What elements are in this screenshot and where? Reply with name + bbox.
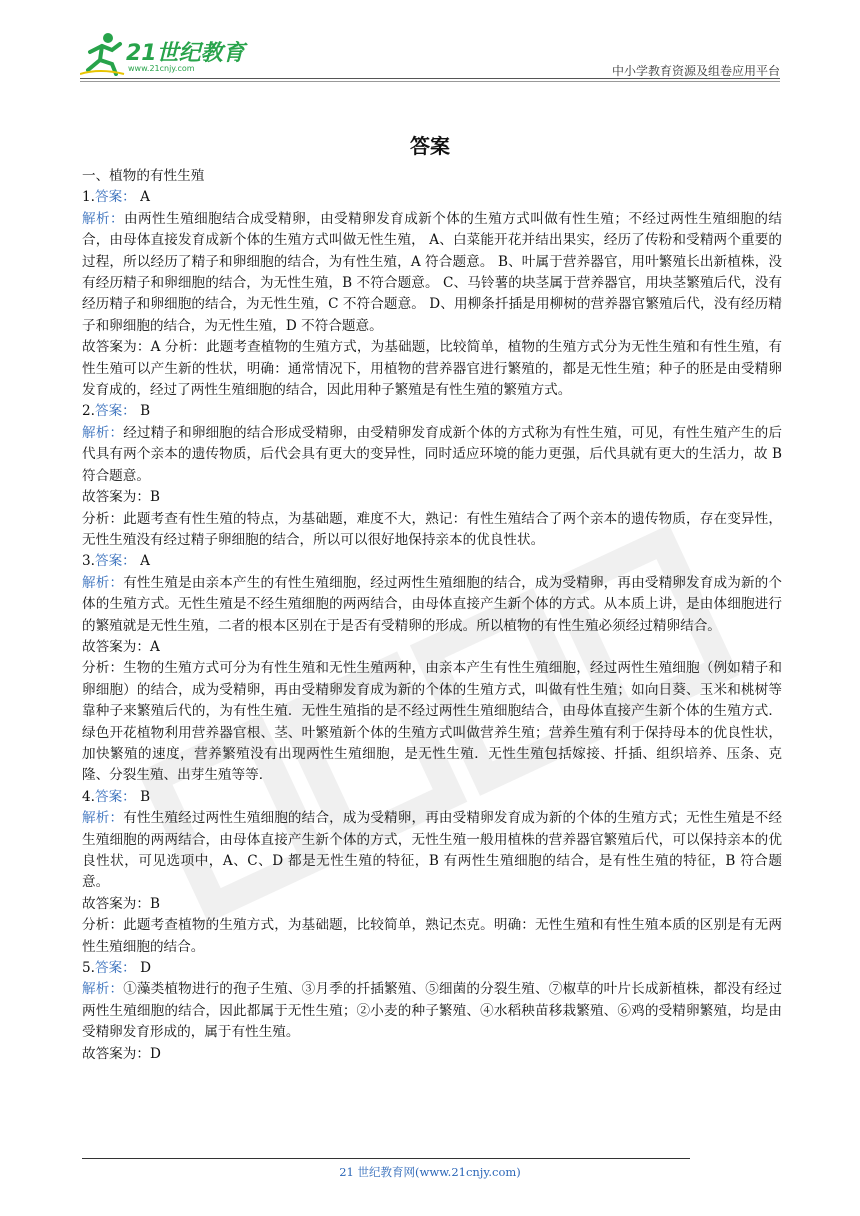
answer-value: D — [135, 960, 151, 977]
header-divider — [80, 78, 780, 79]
analysis-text: 经过精子和卵细胞的结合形成受精卵，由受精卵发育成新个体的方式称为有性生殖，可见，有性生殖产生的后代具有两个亲本的遗传物质，后代会具有更大的变异性，同时适应环境的能力更强，后代具就有更大的生活力，故 B 符合题意。 — [82, 424, 782, 484]
answer-value: B — [135, 403, 151, 420]
answer-value: A — [135, 189, 150, 206]
answer-label: 答案： — [94, 788, 136, 805]
answer-content — [82, 166, 782, 1065]
answer-item — [82, 958, 782, 1065]
logo-url: www.21cnjy.com — [128, 64, 195, 73]
answer-label: 答案： — [94, 189, 136, 206]
answer-item — [82, 551, 782, 786]
final-answer-text: 故答案为：A — [82, 638, 160, 655]
footer-source[interactable]: 21 世纪教育网(www.21cnjy.com) — [339, 1165, 521, 1179]
final-answer-text: 故答案为：B — [82, 489, 160, 506]
analysis-label: 解析： — [82, 981, 124, 998]
item-number: 3. — [82, 553, 95, 570]
answer-item — [82, 787, 782, 958]
item-number: 5. — [82, 960, 95, 977]
explanation-text: 故答案为：A 分析：此题考查植物的生殖方式，为基础题，比较简单，植物的生殖方式分为无性生殖和有性生殖，有性生殖可以产生新的性状，明确：通常情况下，用植物的营养器官进行繁殖的，都是无性生殖；种子的胚是由受精卵发育成的，经过了两性生殖细胞的结合，因此用种子繁殖是有性生殖的繁殖方式。 — [82, 339, 782, 399]
final-answer-text: 故答案为：B — [82, 895, 160, 912]
answer-item — [82, 401, 782, 551]
analysis-text: 有性生殖是由亲本产生的有性生殖细胞，经过两性生殖细胞的结合，成为受精卵，再由受精卵发育成为新的个体的生殖方式。无性生殖是不经生殖细胞的两两结合，由母体直接产生新个体的方式。从本质上讲，是由体细胞进行的繁殖就是无性生殖，二者的根本区别在于是否有受精卵的形成。所以植物的有性生殖必须经过精卵结合。 — [82, 574, 782, 634]
analysis-label: 解析： — [82, 424, 124, 441]
analysis-text: 由两性生殖细胞结合成受精卵，由受精卵发育成新个体的生殖方式叫做有性生殖；不经过两性生殖细胞的结合，由母体直接发育成新个体的生殖方式叫做无性生殖， A、白菜能开花并结出果实，经历了传粉和受精两个重要的过程，所以经历了精子和卵细胞的结合，为有性生殖，A 符合题意。 B、叶属于营养器官，用叶繁殖长出新植株，没有经历精子和卵细胞的结合，为无性生殖，B 不符合题意。 C、马铃薯的块茎属于营养器官，用块茎繁殖后代，没有经历精子和卵细胞的结合，为无性生殖，C 不符合题意。 D、用柳条扦插是用柳树的营养器官繁殖后代，没有经历精子和卵细胞的结合，为无性生殖，D 不符合题意。 — [82, 210, 783, 334]
answer-label: 答案： — [94, 403, 136, 420]
header-divider-secondary — [80, 81, 780, 82]
explanation-text: 分析：生物的生殖方式可分为有性生殖和无性生殖两种，由亲本产生有性生殖细胞，经过两性生殖细胞（例如精子和卵细胞）的结合，成为受精卵，再由受精卵发育成为新的个体的生殖方式，叫做有性生殖；如向日葵、玉米和桃树等靠种子来繁殖后代的，为有性生殖．无性生殖指的是不经过两性生殖细胞结合，由母体直接产生新个体的生殖方式．绿色开花植物利用营养器官根、茎、叶繁殖新个体的生殖方式叫做营养生殖；营养生殖有利于保持母本的优良性状，加快繁殖的速度，营养繁殖没有出现两性生殖细胞，是无性生殖．无性生殖包括嫁接、扦插、组织培养、压条、克隆、分裂生殖、出芽生殖等等． — [82, 660, 782, 784]
analysis-label: 解析： — [82, 210, 125, 227]
explanation-text: 分析：此题考查有性生殖的特点，为基础题，难度不大，熟记：有性生殖结合了两个亲本的遗传物质，存在变异性，无性生殖没有经过精子卵细胞的结合，所以可以很好地保持亲本的优良性状。 — [82, 510, 782, 548]
page-header — [80, 28, 780, 80]
answer-label: 答案： — [94, 960, 136, 977]
answer-value: B — [135, 788, 151, 805]
runner-icon — [80, 30, 126, 76]
explanation-text: 分析：此题考查植物的生殖方式，为基础题，比较简单，熟记杰克。明确：无性生殖和有性生殖本质的区别是有无两性生殖细胞的结合。 — [82, 917, 782, 955]
page-title: 答案 — [410, 134, 450, 158]
analysis-text: ①藻类植物进行的孢子生殖、③月季的扦插繁殖、⑤细菌的分裂生殖、⑦椒草的叶片长成新植株，都没有经过两性生殖细胞的结合，因此都属于无性生殖；②小麦的种子繁殖、④水稻秧苗移栽繁殖、⑥鸡的受精卵繁殖，均是由受精卵发育形成的，属于有性生殖。 — [82, 981, 782, 1041]
item-number: 4. — [82, 788, 95, 805]
logo-text: 21世纪教育 — [126, 41, 245, 66]
item-number: 1. — [82, 189, 95, 206]
footer-divider — [82, 1158, 690, 1159]
answer-value: A — [135, 553, 150, 570]
site-logo — [80, 28, 250, 76]
answer-label: 答案： — [94, 553, 136, 570]
analysis-text: 有性生殖经过两性生殖细胞的结合，成为受精卵，再由受精卵发育成为新的个体的生殖方式；无性生殖是不经生殖细胞的两两结合，由母体直接产生新个体的方式，无性生殖一般用植株的营养器官繁殖后代，可以保持亲本的优良性状，可见选项中，A、C、D 都是无性生殖的特征，B 有两性生殖细胞的结合，是有性生殖的特征，B 符合题意。 — [82, 810, 782, 891]
analysis-label: 解析： — [82, 574, 124, 591]
item-number: 2. — [82, 403, 95, 420]
section-heading: 一、植物的有性生殖 — [82, 168, 205, 184]
answer-item — [82, 187, 782, 401]
analysis-label: 解析： — [82, 810, 124, 827]
final-answer-text: 故答案为：D — [82, 1045, 161, 1062]
platform-name: 中小学教育资源及组卷应用平台 — [611, 64, 780, 78]
